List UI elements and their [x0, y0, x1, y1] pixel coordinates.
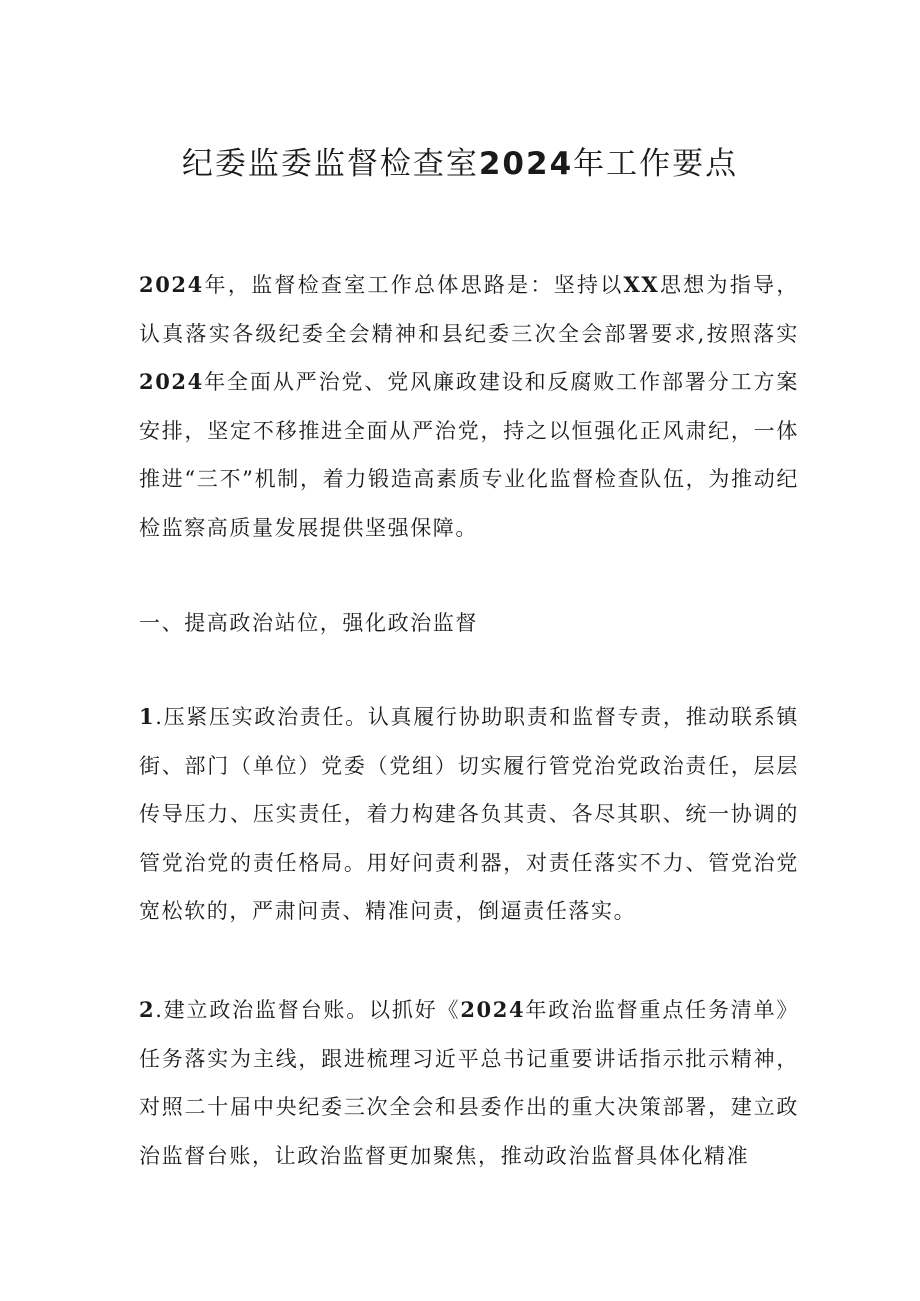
intro-year: 2024 — [139, 272, 204, 297]
item-2-year: 2024 — [460, 997, 526, 1022]
item-2-text-1: .建立政治监督台账。以抓好《 — [155, 998, 461, 1022]
intro-text-1: 年，监督检查室工作总体思路是：坚持以 — [203, 273, 624, 297]
intro-year-2: 2024 — [139, 369, 204, 394]
title-year: 2024 — [478, 146, 574, 182]
intro-paragraph — [139, 261, 799, 552]
title-prefix: 纪委监委监督检查室 — [181, 146, 479, 182]
item-2-number: 2 — [139, 997, 156, 1022]
list-item-2 — [139, 986, 799, 1180]
title-suffix: 年工作要点 — [573, 146, 739, 182]
intro-text-3: 年全面从严治党、党风廉政建设和反腐败工作部署分工方案安排，坚定不移推进全面从严治党，持之以恒强化正风肃纪，一体推进“三不”机制，着力锻造高素质专业化监督检查队伍，为推动纪检监察高质量发展提供坚强保障。 — [139, 370, 799, 540]
item-2-text-2: 年政治监督重点任务清单》任务落实为主线，跟进梳理习近平总书记重要讲话指示批示精神，对照二十届中央纪委三次全会和县委作出的重大决策部署，建立政治监督台账，让政治监督更加聚焦，推动政治监督具体化精准 — [139, 998, 800, 1168]
intro-text-2: 思想为指导，认真落实各级纪委全会精神和县纪委三次全会部署要求,按照落实 — [139, 273, 799, 346]
intro-xx: XX — [623, 272, 660, 297]
section-heading-1: 一、提高政治站位，强化政治监督 — [139, 611, 478, 635]
item-1-number: 1 — [139, 704, 156, 729]
list-item-1 — [139, 693, 799, 936]
document-title — [0, 138, 920, 183]
item-1-text: .压紧压实政治责任。认真履行协助职责和监督专责，推动联系镇街、部门（单位）党委（党组）切实履行管党治党政治责任，层层传导压力、压实责任，着力构建各负其责、各尽其职、统一协调的管党治党的责任格局。用好问责利器，对责任落实不力、管党治党宽松软的，严肃问责、精准问责，倒逼责任落实。 — [139, 705, 799, 923]
